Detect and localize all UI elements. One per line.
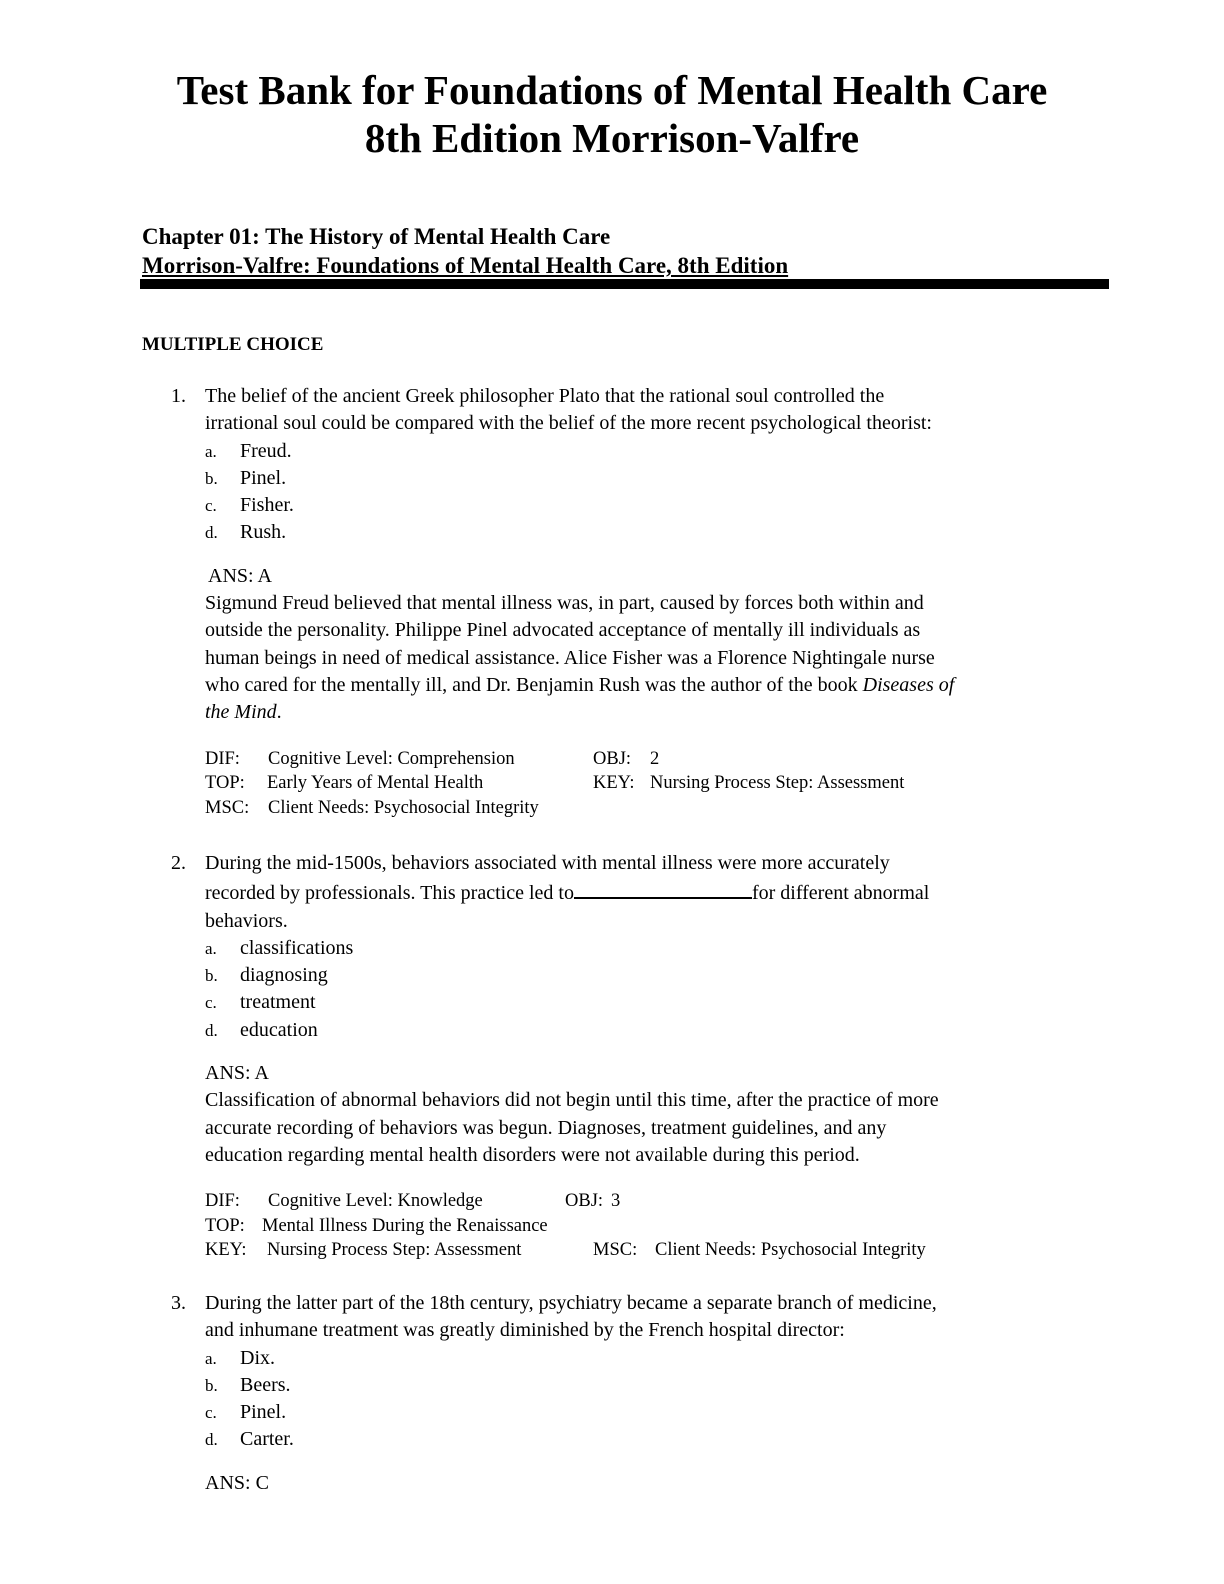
fill-in-blank <box>574 877 752 899</box>
meta-row-dif-obj <box>205 747 1110 772</box>
document-title-line-1: Test Bank for Foundations of Mental Health Care <box>176 67 1048 113</box>
question-stem-line: The belief of the ancient Greek philosopher Plato that the rational soul controlled the <box>205 385 885 407</box>
rationale-line: Classification of abnormal behaviors did not begin until this time, after the practice of more <box>205 1089 939 1112</box>
choice-letter: a. <box>205 1348 217 1368</box>
rationale-line <box>205 672 1110 699</box>
choice-b <box>205 962 1110 989</box>
document-title <box>0 66 1224 162</box>
rationale <box>205 590 1110 726</box>
document-title-line-2: 8th Edition Morrison-Valfre <box>364 115 860 161</box>
section-heading: MULTIPLE CHOICE <box>142 334 324 355</box>
rationale-line: Sigmund Freud believed that mental illness was, in part, caused by forces both within and <box>205 592 924 615</box>
key-label: KEY: <box>593 773 635 794</box>
question-metadata <box>205 1189 1110 1263</box>
question-number: 1. <box>171 385 186 407</box>
question-metadata <box>205 747 1110 821</box>
meta-row-top-key <box>205 771 1110 796</box>
choice-d <box>205 519 1110 546</box>
choice-letter: c. <box>205 1403 217 1423</box>
answer-choices <box>205 438 1110 547</box>
choice-a <box>205 1345 1110 1372</box>
msc-label: MSC: <box>205 797 250 818</box>
choice-letter: a. <box>205 938 217 958</box>
question-stem-line <box>205 877 1110 907</box>
key-value: Nursing Process Step: Assessment <box>267 1240 522 1261</box>
choice-text: Fisher. <box>240 494 294 517</box>
question-number: 3. <box>171 1292 186 1314</box>
choice-text: Rush. <box>240 521 287 544</box>
choice-d <box>205 1426 1110 1453</box>
obj-label: OBJ: <box>593 748 632 769</box>
choice-letter: c. <box>205 496 217 516</box>
choice-text: treatment <box>240 991 316 1014</box>
top-value: Mental Illness During the Renaissance <box>262 1215 548 1236</box>
key-value: Nursing Process Step: Assessment <box>650 773 905 794</box>
meta-row-dif-obj <box>205 1189 1110 1214</box>
heading-divider <box>140 279 1109 289</box>
choice-letter: b. <box>205 966 218 986</box>
book-heading: Morrison-Valfre: Foundations of Mental Health Care, 8th Edition <box>142 253 789 278</box>
answer-key: ANS: A <box>205 1062 269 1085</box>
chapter-header <box>142 222 788 280</box>
rationale-text: who cared for the mentally ill, and Dr. Benjamin Rush was the author of the book <box>205 673 863 696</box>
chapter-heading: Chapter 01: The History of Mental Health Care <box>142 224 611 249</box>
answer-key: ANS: A <box>208 564 272 587</box>
rationale <box>205 1087 1110 1169</box>
choice-b <box>205 465 1110 492</box>
rationale-line <box>205 699 1110 726</box>
choice-text: Freud. <box>240 439 292 462</box>
question-stem <box>205 383 1110 438</box>
question-stem-line: During the latter part of the 18th century, psychiatry became a separate branch of medicine, <box>205 1292 937 1314</box>
stem-text: for different abnormal <box>751 882 930 905</box>
dif-value: Cognitive Level: Knowledge <box>268 1191 483 1212</box>
dif-label: DIF: <box>205 748 240 769</box>
answer-key: ANS: C <box>205 1471 269 1494</box>
rationale-text: . <box>276 701 282 724</box>
msc-value: Client Needs: Psychosocial Integrity <box>655 1240 926 1261</box>
choice-letter: b. <box>205 468 218 488</box>
choice-c <box>205 989 1110 1016</box>
meta-row-key-msc <box>205 1238 1110 1263</box>
question-number: 2. <box>171 852 186 874</box>
choice-text: Pinel. <box>240 466 287 489</box>
choice-text: classifications <box>240 936 354 959</box>
choice-a <box>205 438 1110 465</box>
choice-text: Dix. <box>240 1346 275 1369</box>
question-stem-line: During the mid-1500s, behaviors associated with mental illness were more accurately <box>205 852 890 874</box>
msc-label: MSC: <box>593 1240 638 1261</box>
obj-label: OBJ: <box>565 1191 604 1212</box>
book-title-italic: the Mind <box>205 701 277 724</box>
stem-text: recorded by professionals. This practice led to <box>205 882 574 905</box>
choice-letter: b. <box>205 1375 218 1395</box>
choice-a <box>205 935 1110 962</box>
book-title-italic: Diseases of <box>862 673 955 696</box>
top-value: Early Years of Mental Health <box>267 773 484 794</box>
choice-b <box>205 1372 1110 1399</box>
top-label: TOP: <box>205 1215 245 1236</box>
choice-text: Beers. <box>240 1373 291 1396</box>
rationale-line: outside the personality. Philippe Pinel advocated acceptance of mentally ill individuals as <box>205 619 921 642</box>
choice-c <box>205 492 1110 519</box>
question-stem <box>205 1290 1110 1345</box>
choice-d <box>205 1017 1110 1044</box>
rationale-line: accurate recording of behaviors was begun. Diagnoses, treatment guidelines, and any <box>205 1116 887 1139</box>
choice-letter: d. <box>205 1020 218 1040</box>
msc-value: Client Needs: Psychosocial Integrity <box>268 797 539 818</box>
choice-letter: c. <box>205 993 217 1013</box>
choice-letter: a. <box>205 441 217 461</box>
choice-text: diagnosing <box>240 964 328 987</box>
choice-text: Pinel. <box>240 1401 287 1424</box>
question-stem-line: behaviors. <box>205 909 288 932</box>
question-stem <box>205 850 1110 935</box>
question-stem-line: irrational soul could be compared with the belief of the more recent psychological theorist: <box>205 412 932 435</box>
answer-choices <box>205 1345 1110 1454</box>
choice-text: education <box>240 1018 318 1041</box>
choice-text: Carter. <box>240 1428 294 1451</box>
dif-value: Cognitive Level: Comprehension <box>268 748 515 769</box>
answer-choices <box>205 935 1110 1044</box>
obj-value: 2 <box>650 748 660 769</box>
rationale-line: education regarding mental health disorders were not available during this period. <box>205 1143 860 1166</box>
choice-letter: d. <box>205 523 218 543</box>
rationale-line: human beings in need of medical assistance. Alice Fisher was a Florence Nightingale nurse <box>205 646 935 669</box>
choice-letter: d. <box>205 1430 218 1450</box>
obj-value: 3 <box>611 1191 621 1212</box>
choice-c <box>205 1399 1110 1426</box>
top-label: TOP: <box>205 773 245 794</box>
meta-row-msc <box>205 796 1110 821</box>
dif-label: DIF: <box>205 1191 240 1212</box>
question-stem-line: and inhumane treatment was greatly diminished by the French hospital director: <box>205 1319 845 1342</box>
key-label: KEY: <box>205 1240 247 1261</box>
meta-row-top <box>205 1214 1110 1239</box>
